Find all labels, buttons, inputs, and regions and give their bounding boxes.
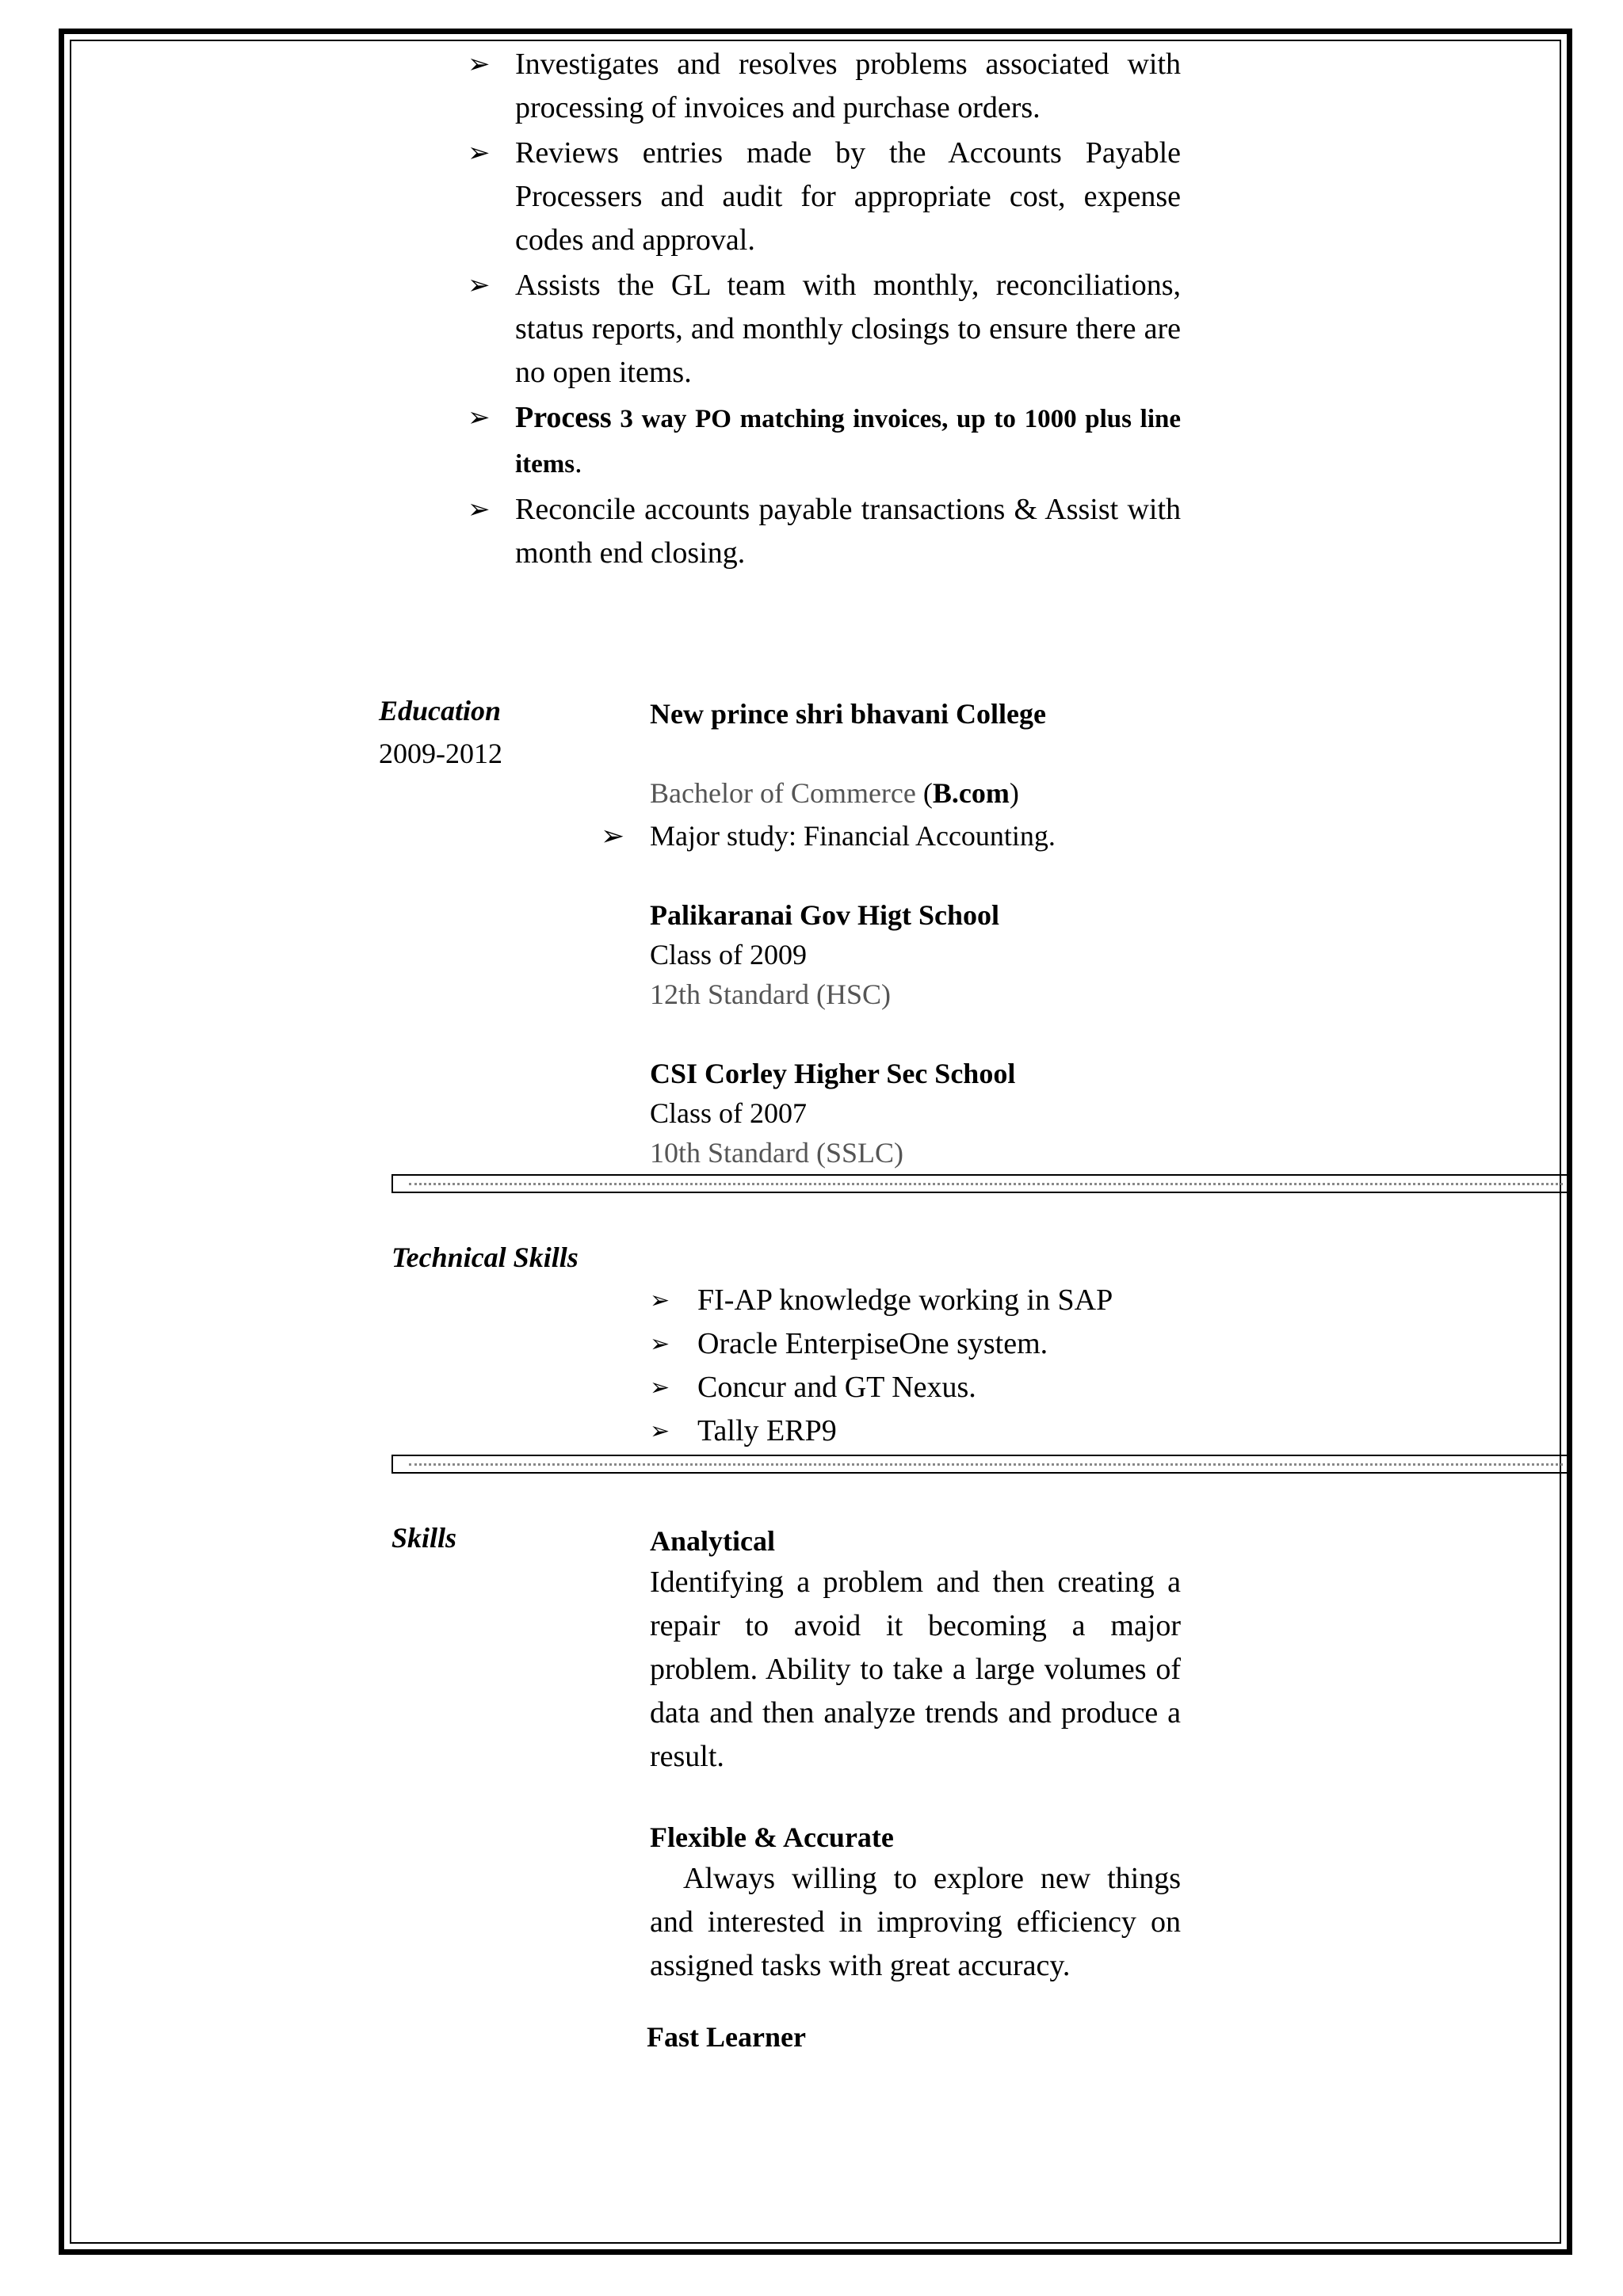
list-item: ➢ Investigates and resolves problems associated with processing of invoices and purchase orders. (468, 43, 1181, 130)
college-name: New prince shri bhavani College (650, 698, 1046, 730)
school2-standard: 12th Standard (HSC) (650, 978, 891, 1010)
analytical-title: Analytical (650, 1525, 775, 1557)
education-years: 2009-2012 (379, 738, 502, 769)
section-divider (391, 1174, 1572, 1193)
arrow-bullet-icon: ➢ (650, 1418, 670, 1444)
arrow-bullet-icon: ➢ (650, 1287, 670, 1314)
degree-line: Bachelor of Commerce (B.com) (650, 777, 1019, 809)
list-item: ➢ Reconcile accounts payable transactions & Assist with month end closing. (468, 488, 1181, 575)
arrow-bullet-icon: ➢ (468, 271, 491, 300)
school2-name: Palikaranai Gov Higt School (650, 899, 1000, 931)
technical-skills-list (650, 1279, 1284, 1453)
arrow-bullet-icon: ➢ (468, 403, 491, 433)
arrow-bullet-icon: ➢ (601, 820, 625, 852)
list-item: ➢ Tally ERP9 (650, 1409, 1284, 1453)
list-item: ➢ Process 3 way PO matching invoices, up to 1000 plus line items. (468, 396, 1181, 486)
list-item: ➢ Oracle EnterpiseOne system. (650, 1322, 1284, 1366)
school2-class: Class of 2009 (650, 939, 807, 971)
arrow-bullet-icon: ➢ (650, 1375, 670, 1401)
technical-skills-heading: Technical Skills (391, 1241, 579, 1273)
list-item: ➢ FI-AP knowledge working in SAP (650, 1279, 1284, 1322)
flexible-title: Flexible & Accurate (650, 1821, 894, 1853)
fast-learner-title: Fast Learner (647, 2021, 806, 2053)
arrow-bullet-icon: ➢ (468, 495, 491, 524)
section-divider (391, 1455, 1572, 1474)
major-study: Major study: Financial Accounting. (650, 820, 1056, 852)
education-heading: Education (379, 695, 502, 727)
list-item: ➢ Assists the GL team with monthly, reconciliations, status reports, and monthly closings to ensure there are no open items. (468, 264, 1181, 395)
list-item: ➢ Reviews entries made by the Accounts Payable Processers and audit for appropriate cost, expense codes and approval. (468, 132, 1181, 262)
arrow-bullet-icon: ➢ (468, 139, 491, 168)
analytical-text: Identifying a problem and then creating a repair to avoid it becoming a major problem. Ability to take a large volumes of data and then analyze trends and produce a result. (650, 1566, 1181, 1773)
experience-bullet-list (468, 43, 1181, 577)
list-item: ➢ Concur and GT Nexus. (650, 1366, 1284, 1409)
school3-name: CSI Corley Higher Sec School (650, 1058, 1016, 1089)
arrow-bullet-icon: ➢ (650, 1331, 670, 1357)
skills-heading: Skills (391, 1522, 457, 1554)
flexible-text: Always willing to explore new things and interested in improving efficiency on assigned tasks with great accuracy. (650, 1862, 1181, 1982)
arrow-bullet-icon: ➢ (468, 50, 491, 79)
school3-class: Class of 2007 (650, 1097, 807, 1129)
school3-standard: 10th Standard (SSLC) (650, 1137, 903, 1169)
